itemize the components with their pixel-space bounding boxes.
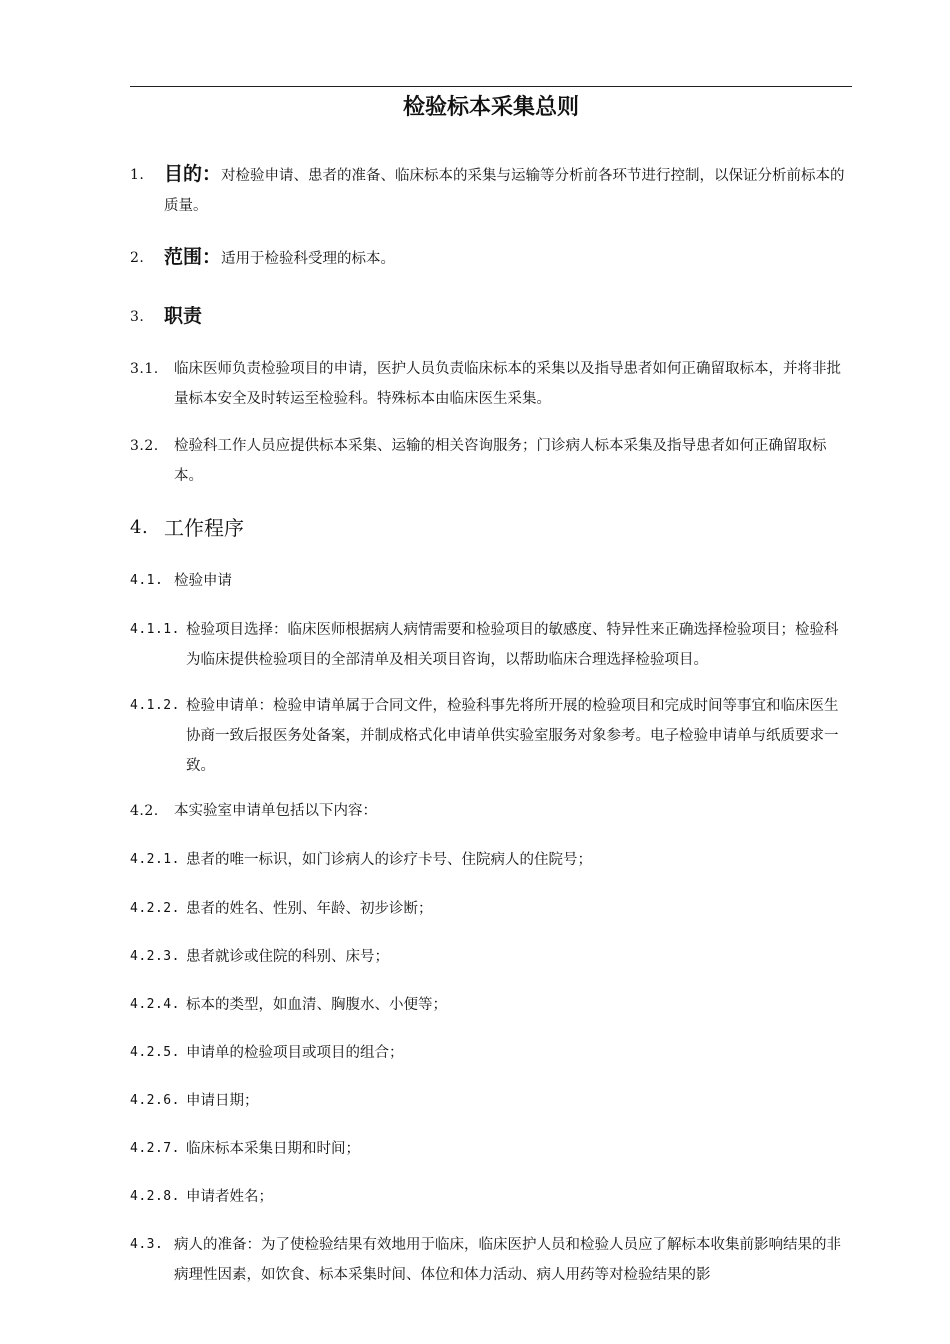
subsection-4-1 xyxy=(130,566,852,596)
section-body xyxy=(130,1086,852,1116)
section-text: 患者就诊或住院的科别、床号； xyxy=(186,949,389,965)
section-text: 临床标本采集日期和时间； xyxy=(186,1141,360,1157)
section-body xyxy=(130,990,852,1020)
section-body xyxy=(130,431,852,491)
section-number: 4. xyxy=(130,517,149,538)
section-number: 4.2.1. xyxy=(130,852,180,867)
section-body xyxy=(130,1230,852,1290)
section-text: 申请者姓名； xyxy=(186,1189,273,1205)
section-number: 4.3. xyxy=(130,1237,164,1252)
section-number: 3. xyxy=(130,309,145,325)
section-number: 4.1. xyxy=(130,573,164,588)
subsection-4-2-4 xyxy=(130,990,852,1020)
subsection-4-1-2 xyxy=(130,691,852,781)
section-number: 4.2.7. xyxy=(130,1141,180,1156)
section-number: 3.2. xyxy=(130,438,159,454)
section-heading: 范围： xyxy=(164,246,222,268)
section-text: 申请日期； xyxy=(186,1093,259,1109)
section-text: 患者的姓名、性别、年龄、初步诊断； xyxy=(186,901,433,917)
section-number: 4.2.4. xyxy=(130,997,180,1012)
section-body xyxy=(130,942,852,972)
section-body xyxy=(130,354,852,414)
section-number: 4.2.5. xyxy=(130,1045,180,1060)
section-number: 2. xyxy=(130,250,145,266)
section-text: 申请单的检验项目或项目的组合； xyxy=(186,1045,404,1061)
section-heading: 工作程序 xyxy=(164,516,244,540)
section-number: 4.2.8. xyxy=(130,1189,180,1204)
subsection-4-3 xyxy=(130,1230,852,1290)
section-body xyxy=(130,845,852,875)
section-heading: 职责 xyxy=(164,305,203,327)
section-text: 患者的唯一标识，如门诊病人的诊疗卡号、住院病人的住院号； xyxy=(186,852,592,868)
section-number: 1. xyxy=(130,167,145,183)
section-body xyxy=(130,796,852,826)
subsection-4-2 xyxy=(130,796,852,826)
section-body xyxy=(130,301,852,333)
section-body xyxy=(130,1134,852,1164)
subsection-4-1-1 xyxy=(130,615,852,675)
section-responsibility xyxy=(130,301,852,333)
section-body xyxy=(130,566,852,596)
section-number: 4.2.3. xyxy=(130,949,180,964)
document-title: 检验标本采集总则 xyxy=(402,95,579,120)
subsection-3-1 xyxy=(130,354,852,414)
section-body xyxy=(130,513,852,546)
section-text: 检验项目选择：临床医师根据病人病情需要和检验项目的敏感度、特异性来正确选择检验项目；检验科为临床提供检验项目的全部清单及相关项目咨询，以帮助临床合理选择检验项目。 xyxy=(186,622,839,668)
section-body xyxy=(130,1182,852,1212)
section-purpose xyxy=(130,159,852,221)
subsection-4-2-2 xyxy=(130,894,852,924)
section-number: 4.1.2. xyxy=(130,698,180,713)
subsection-4-2-5 xyxy=(130,1038,852,1068)
section-body xyxy=(130,894,852,924)
section-text: 检验申请 xyxy=(174,573,232,589)
header-rule xyxy=(130,86,852,87)
section-text: 病人的准备：为了使检验结果有效地用于临床，临床医护人员和检验人员应了解标本收集前影响结果的非病理性因素，如饮食、标本采集时间、体位和体力活动、病人用药等对检验结果的影 xyxy=(174,1237,841,1283)
section-text: 临床医师负责检验项目的申请，医护人员负责临床标本的采集以及指导患者如何正确留取标本，并将非批量标本安全及时转运至检验科。特殊标本由临床医生采集。 xyxy=(174,361,841,407)
subsection-4-2-8 xyxy=(130,1182,852,1212)
section-body xyxy=(130,1038,852,1068)
section-number: 4.2. xyxy=(130,803,159,819)
section-text: 适用于检验科受理的标本。 xyxy=(221,251,396,267)
section-number: 3.1. xyxy=(130,361,159,377)
section-text: 对检验申请、患者的准备、临床标本的采集与运输等分析前各环节进行控制，以保证分析前标本的质量。 xyxy=(164,168,845,214)
section-heading: 目的： xyxy=(164,163,222,185)
section-number: 4.1.1. xyxy=(130,622,180,637)
section-text: 检验申请单：检验申请单属于合同文件，检验科事先将所开展的检验项目和完成时间等事宜和临床医生协商一致后报医务处备案，并制成格式化申请单供实验室服务对象参考。电子检验申请单与纸质要求一致。 xyxy=(186,698,839,774)
section-scope xyxy=(130,242,852,274)
section-procedure xyxy=(130,513,852,546)
section-text: 标本的类型，如血清、胸腹水、小便等； xyxy=(186,997,447,1013)
subsection-3-2 xyxy=(130,431,852,491)
section-body xyxy=(130,159,852,221)
section-text: 本实验室申请单包括以下内容： xyxy=(174,803,377,819)
section-number: 4.2.6. xyxy=(130,1093,180,1108)
section-text: 检验科工作人员应提供标本采集、运输的相关咨询服务；门诊病人标本采集及指导患者如何正确留取标本。 xyxy=(174,438,827,484)
subsection-4-2-6 xyxy=(130,1086,852,1116)
subsection-4-2-3 xyxy=(130,942,852,972)
section-body xyxy=(130,242,852,274)
section-body xyxy=(130,691,852,781)
section-body xyxy=(130,615,852,675)
section-number: 4.2.2. xyxy=(130,901,180,916)
subsection-4-2-7 xyxy=(130,1134,852,1164)
subsection-4-2-1 xyxy=(130,845,852,875)
